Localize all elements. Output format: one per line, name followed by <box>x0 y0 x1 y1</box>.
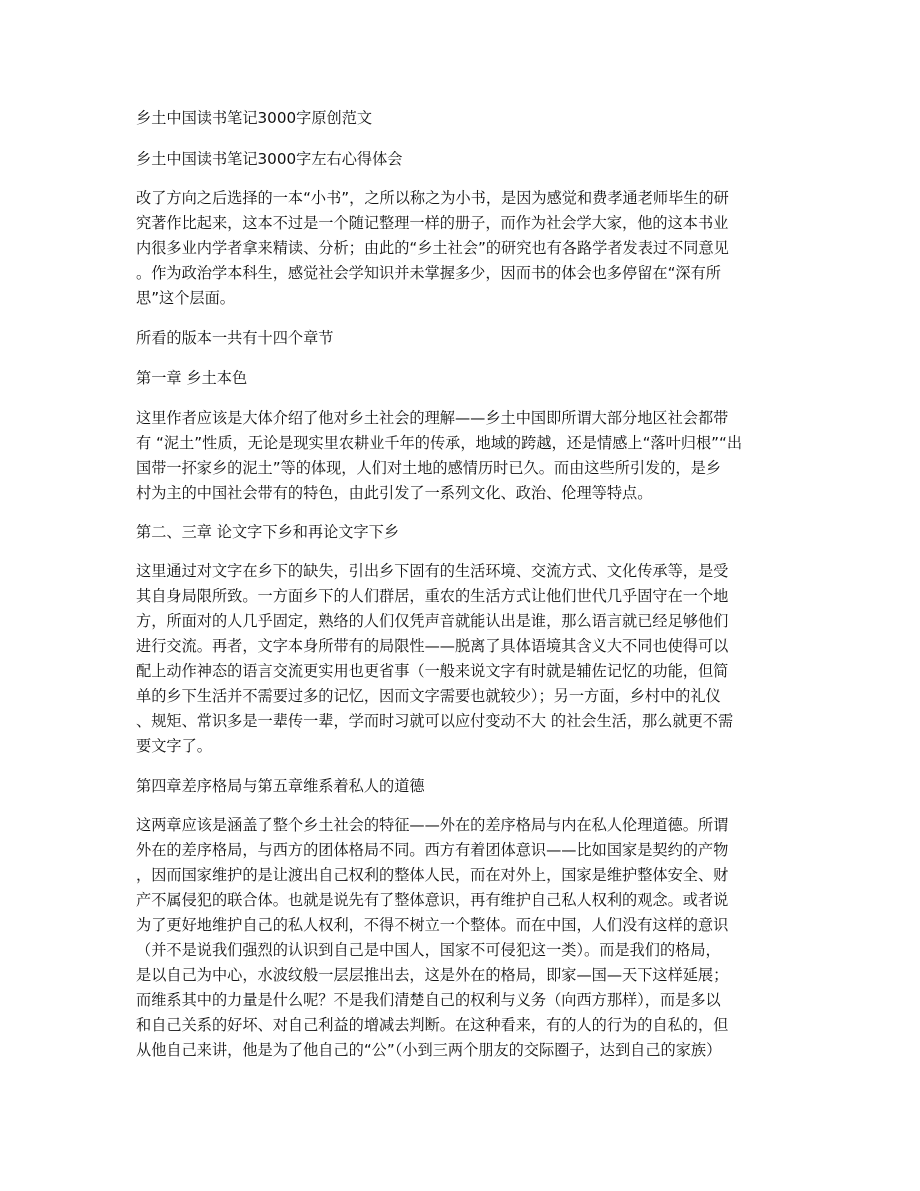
paragraph-line: 这两章应该是涵盖了整个乡土社会的特征——外在的差序格局与内在私人伦理道德。所谓 <box>136 816 729 834</box>
paragraph-line: 究著作比起来，这本不过是一个随记整理一样的册子，而作为社会学大家，他的这本书业 <box>136 214 729 232</box>
paragraph-line: 和自己关系的好坏、对自己利益的增减去判断。在这种看来，有的人的行为的自私的，但 <box>136 1016 729 1034</box>
paragraph-line: ，因而国家维护的是让渡出自己权利的整体人民，而在对外上，国家是维护整体安全、财 <box>136 866 729 884</box>
paragraph-line: 为了更好地维护自己的私人权利，不得不树立一个整体。而在中国，人们没有这样的意识 <box>136 916 729 934</box>
document-title: 乡土中国读书笔记3000字原创范文 <box>136 109 373 127</box>
paragraph-line: （并不是说我们强烈的认识到自己是中国人，国家不可侵犯这一类）。而是我们的格局， <box>136 941 721 959</box>
paragraph-line: 内很多业内学者拿来精读、分析；由此的“乡土社会”的研究也有各路学者发表过不同意见 <box>136 239 729 257</box>
paragraph-line: 要文字了。 <box>136 737 212 755</box>
paragraph-line: 是以自己为中心，水波纹般一层层推出去，这是外在的格局，即家—国—天下这样延展； <box>136 966 729 984</box>
paragraph-line: 这里通过对文字在乡下的缺失，引出乡下固有的生活环境、交流方式、文化传承等，是受 <box>136 562 729 580</box>
paragraph-line: 其自身局限所致。一方面乡下的人们群居，重农的生活方式让他们世代几乎固守在一个地 <box>136 587 729 605</box>
paragraph-line: 思”这个层面。 <box>136 289 235 307</box>
paragraph-line: 国带一抔家乡的泥土”等的体现，人们对土地的感情历时已久。而由这些所引发的，是乡 <box>136 459 721 477</box>
version-note: 所看的版本一共有十四个章节 <box>136 329 334 347</box>
paragraph-line: 从他自己来讲，他是为了他自己的“公”（小到三两个朋友的交际圈子，达到自己的家族） <box>136 1041 722 1059</box>
paragraph-line: 改了方向之后选择的一本“小书”，之所以称之为小书，是因为感觉和费孝通老师毕生的研 <box>136 189 729 207</box>
paragraph-line: 。作为政治学本科生，感觉社会学知识并未掌握多少，因而书的体会也多停留在“深有所 <box>136 264 721 282</box>
paragraph-line: 产不属侵犯的联合体。也就是说先有了整体意识，再有维护自己私人权利的观念。或者说 <box>136 891 729 909</box>
document-subtitle: 乡土中国读书笔记3000字左右心得体会 <box>136 150 403 168</box>
paragraph-line: 外在的差序格局，与西方的团体格局不同。西方有着团体意识——比如国家是契约的产物 <box>136 841 729 859</box>
paragraph-line: 、规矩、常识多是一辈传一辈，学而时习就可以应付变动不大 的社会生活，那么就更不需 <box>136 712 734 730</box>
paragraph-line: 单的乡下生活并不需要过多的记忆，因而文字需要也就较少）；另一方面，乡村中的礼仪 <box>136 687 721 705</box>
paragraph-line: 进行交流。再者，文字本身所带有的局限性——脱离了具体语境其含义大不同也使得可以 <box>136 637 729 655</box>
chapter-heading: 第四章差序格局与第五章维系着私人的道德 <box>136 777 425 795</box>
chapter-heading: 第一章 乡土本色 <box>136 369 248 387</box>
paragraph-line: 村为主的中国社会带有的特色，由此引发了一系列文化、政治、伦理等特点。 <box>136 484 653 502</box>
paragraph-line: 方，所面对的人几乎固定，熟络的人们仅凭声音就能认出是谁，那么语言就已经足够他们 <box>136 612 729 630</box>
paragraph-line: 配上动作神态的语言交流更实用也更省事（一般来说文字有时就是辅佐记忆的功能，但简 <box>136 662 729 680</box>
chapter-heading: 第二、三章 论文字下乡和再论文字下乡 <box>136 523 400 541</box>
paragraph-line: 有 “泥土”性质，无论是现实里农耕业千年的传承，地域的跨越，还是情感上“落叶归根”“出 <box>136 434 743 452</box>
paragraph-line: 这里作者应该是大体介绍了他对乡土社会的理解——乡土中国即所谓大部分地区社会都带 <box>136 409 729 427</box>
paragraph-line: 而维系其中的力量是什么呢？不是我们清楚自己的权利与义务（向西方那样），而是多以 <box>136 991 721 1009</box>
